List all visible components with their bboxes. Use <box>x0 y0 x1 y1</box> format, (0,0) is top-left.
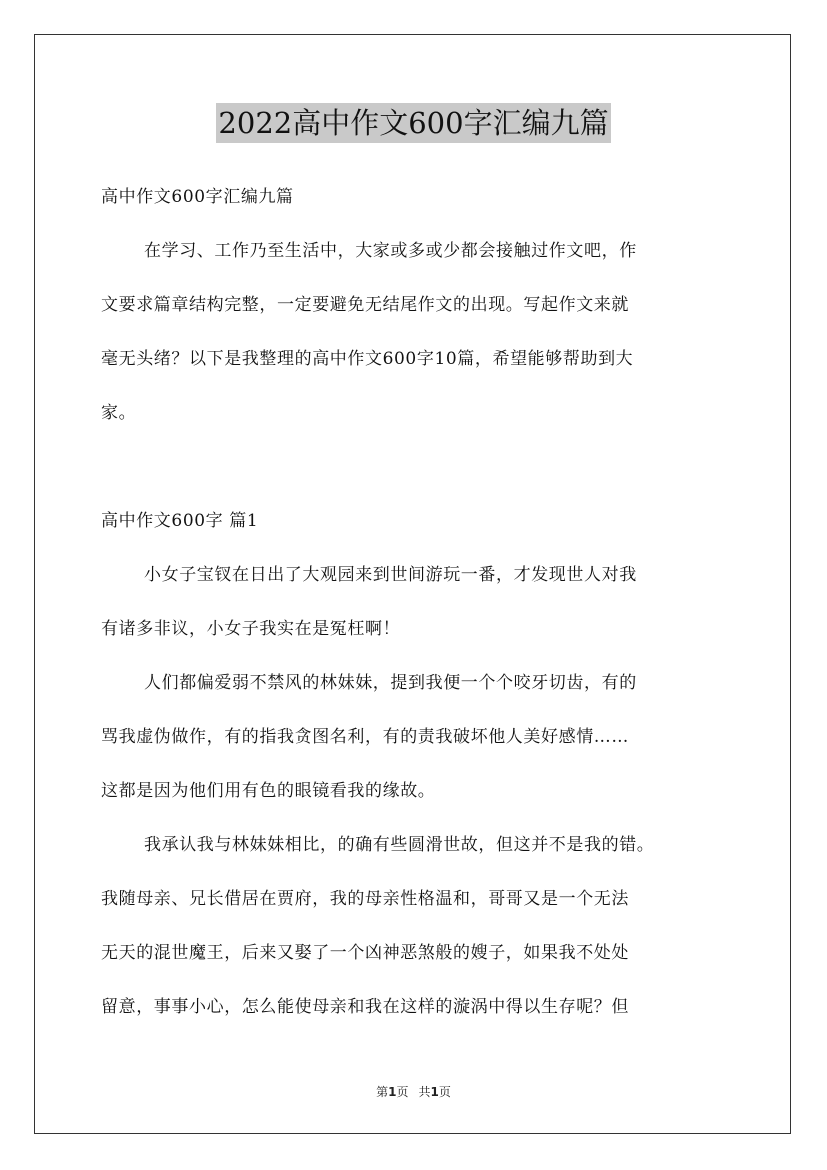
text-line: 留意，事事小心，怎么能使母亲和我在这样的漩涡中得以生存呢？但 <box>101 997 629 1017</box>
page-footer <box>0 1084 827 1100</box>
document-title: 2022高中作文600字汇编九篇 <box>216 103 610 143</box>
text-line: 骂我虚伪做作，有的指我贪图名利，有的责我破坏他人美好感情…… <box>101 727 629 747</box>
text-line: 我承认我与林妹妹相比，的确有些圆滑世故，但这并不是我的错。 <box>144 835 655 855</box>
title-container <box>0 103 827 143</box>
document-body <box>101 170 728 1034</box>
text-line: 有诸多非议，小女子我实在是冤枉啊！ <box>101 619 401 639</box>
page-total-prefix: 共 <box>418 1085 431 1099</box>
page-number-suffix: 页 <box>396 1085 409 1099</box>
text-line: 家。 <box>101 403 137 423</box>
text-line: 在学习、工作乃至生活中，大家或多或少都会接触过作文吧，作 <box>144 241 637 261</box>
text-line: 毫无头绪？以下是我整理的高中作文600字10篇，希望能够帮助到大 <box>101 349 634 369</box>
text-line: 我随母亲、兄长借居在贾府，我的母亲性格温和，哥哥又是一个无法 <box>101 889 629 909</box>
blank-line <box>101 440 728 494</box>
page-total-suffix: 页 <box>438 1085 451 1099</box>
text-line: 高中作文600字汇编九篇 <box>101 187 294 207</box>
text-line: 人们都偏爱弱不禁风的林妹妹，提到我便一个个咬牙切齿，有的 <box>144 673 637 693</box>
page-number-current: 1 <box>388 1085 397 1099</box>
text-line: 小女子宝钗在日出了大观园来到世间游玩一番，才发现世人对我 <box>144 565 637 585</box>
page-total: 1 <box>430 1085 439 1099</box>
text-line: 高中作文600字 篇1 <box>101 511 259 531</box>
text-line: 文要求篇章结构完整，一定要避免无结尾作文的出现。写起作文来就 <box>101 295 629 315</box>
text-line: 这都是因为他们用有色的眼镜看我的缘故。 <box>101 781 436 801</box>
page-number-prefix: 第 <box>376 1085 389 1099</box>
text-line: 无天的混世魔王，后来又娶了一个凶神恶煞般的嫂子，如果我不处处 <box>101 943 629 963</box>
